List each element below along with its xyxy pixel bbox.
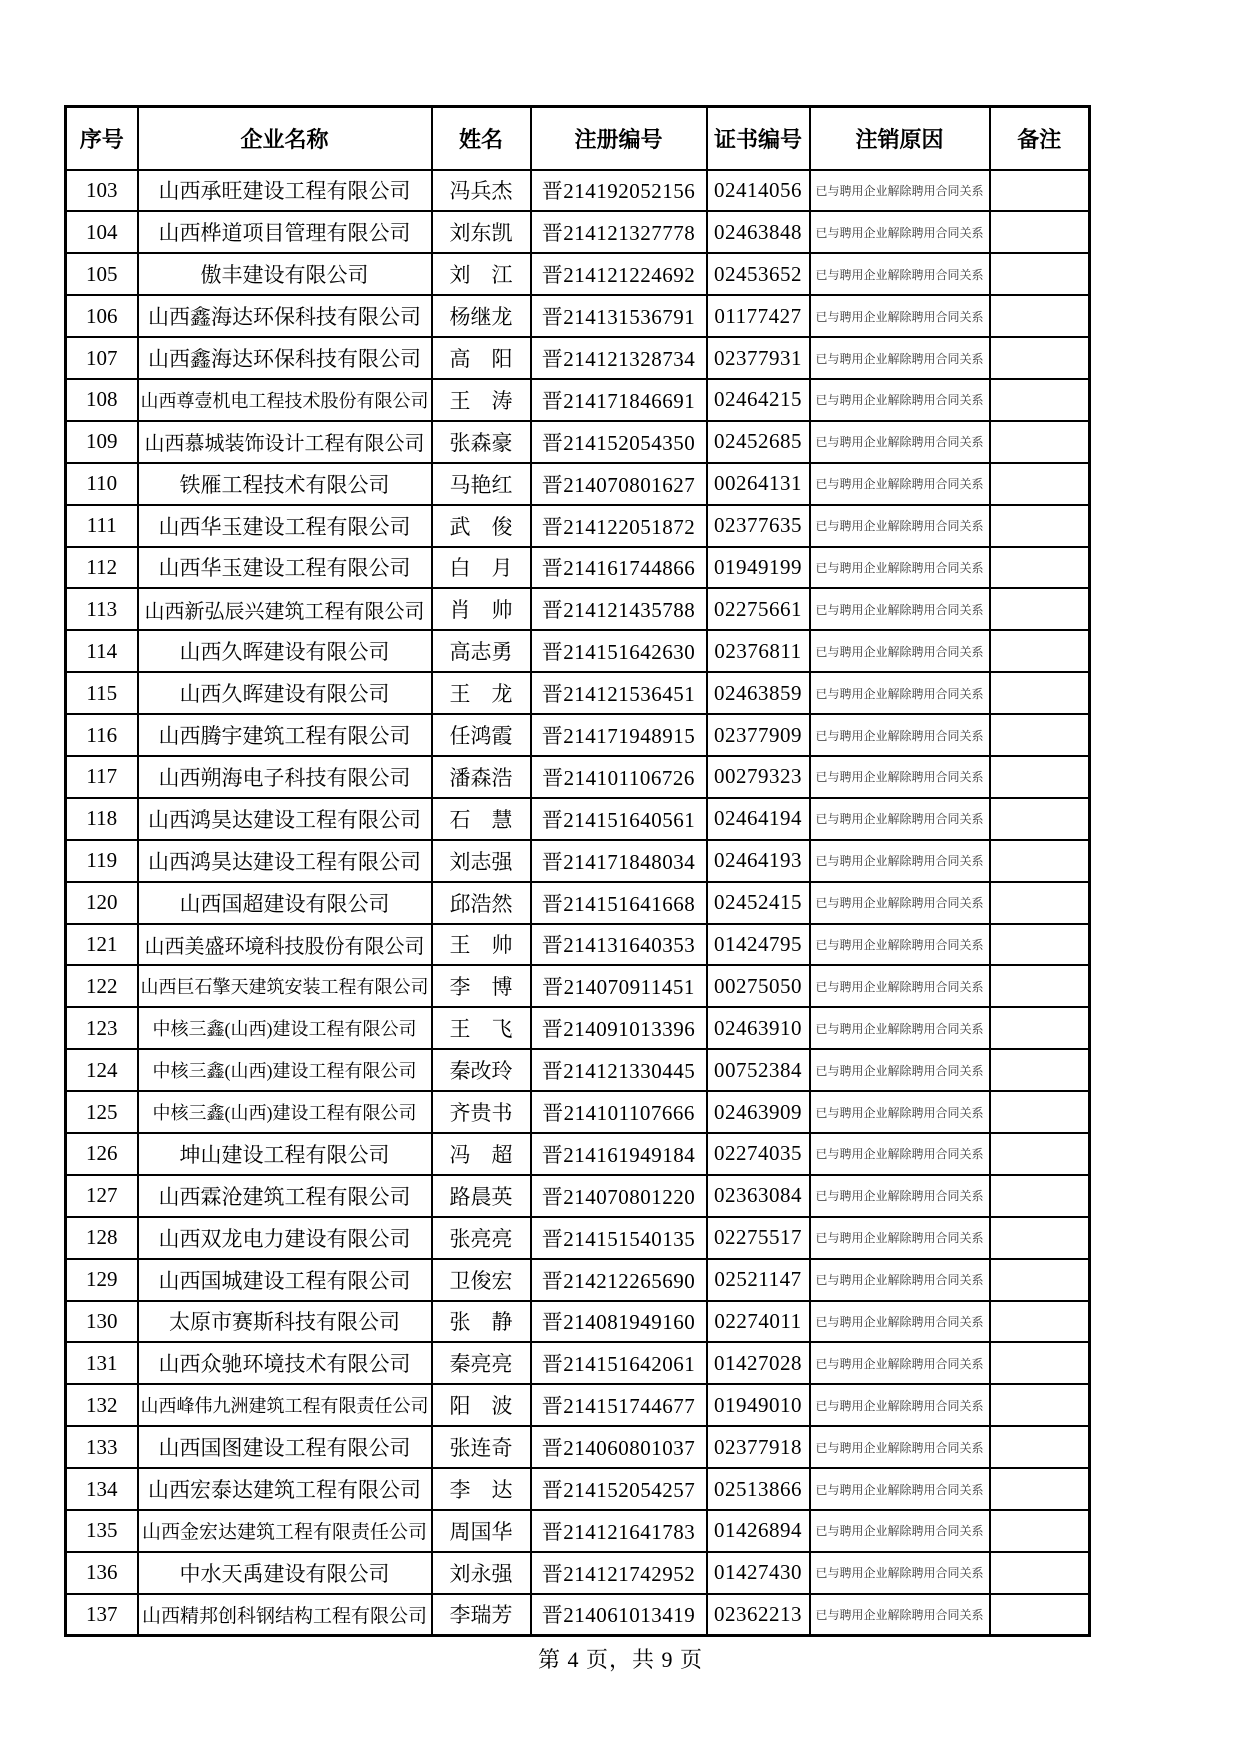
- cell-person-name: 潘森浩: [432, 756, 531, 798]
- cell-remark: [990, 1175, 1090, 1217]
- cell-serial-number: 129: [66, 1259, 138, 1301]
- cell-person-name: 任鸿霞: [432, 714, 531, 756]
- cell-person-name: 阳 波: [432, 1384, 531, 1426]
- table-row: [66, 295, 1090, 337]
- cell-registration-number: 晋214151642630: [531, 630, 707, 672]
- cell-company-name: 山西新弘辰兴建筑工程有限公司: [138, 588, 432, 630]
- cell-serial-number: 128: [66, 1217, 138, 1259]
- cell-remark: [990, 630, 1090, 672]
- cell-serial-number: 105: [66, 253, 138, 295]
- cell-serial-number: 120: [66, 882, 138, 924]
- cell-serial-number: 124: [66, 1049, 138, 1091]
- cell-company-name: 山西峰伟九洲建筑工程有限责任公司: [138, 1384, 432, 1426]
- cell-certificate-number: 01424795: [707, 924, 810, 966]
- cell-remark: [990, 295, 1090, 337]
- cell-certificate-number: 02363084: [707, 1175, 810, 1217]
- cell-person-name: 李瑞芳: [432, 1594, 531, 1636]
- cell-certificate-number: 02275517: [707, 1217, 810, 1259]
- cell-serial-number: 135: [66, 1510, 138, 1552]
- cell-remark: [990, 421, 1090, 463]
- cell-person-name: 张森豪: [432, 421, 531, 463]
- cell-person-name: 高 阳: [432, 337, 531, 379]
- cell-cancellation-reason: 已与聘用企业解除聘用合同关系: [810, 924, 990, 966]
- cell-registration-number: 晋214121328734: [531, 337, 707, 379]
- cell-person-name: 刘 江: [432, 253, 531, 295]
- table-row: [66, 1049, 1090, 1091]
- cell-remark: [990, 798, 1090, 840]
- cell-person-name: 张亮亮: [432, 1217, 531, 1259]
- cell-registration-number: 晋214070801220: [531, 1175, 707, 1217]
- cell-cancellation-reason: 已与聘用企业解除聘用合同关系: [810, 379, 990, 421]
- cell-cancellation-reason: 已与聘用企业解除聘用合同关系: [810, 1217, 990, 1259]
- cell-serial-number: 130: [66, 1301, 138, 1343]
- cell-certificate-number: 02521147: [707, 1259, 810, 1301]
- table-row: [66, 337, 1090, 379]
- cell-remark: [990, 505, 1090, 547]
- cell-certificate-number: 00279323: [707, 756, 810, 798]
- table-row: [66, 379, 1090, 421]
- cell-person-name: 肖 帅: [432, 588, 531, 630]
- cell-company-name: 山西国超建设有限公司: [138, 882, 432, 924]
- cell-remark: [990, 463, 1090, 505]
- cell-remark: [990, 1217, 1090, 1259]
- cell-remark: [990, 1552, 1090, 1594]
- cell-serial-number: 137: [66, 1594, 138, 1636]
- cell-company-name: 中核三鑫(山西)建设工程有限公司: [138, 1049, 432, 1091]
- cell-person-name: 邱浩然: [432, 882, 531, 924]
- cell-cancellation-reason: 已与聘用企业解除聘用合同关系: [810, 1426, 990, 1468]
- cell-person-name: 白 月: [432, 547, 531, 589]
- table-row: [66, 1133, 1090, 1175]
- cell-person-name: 张连奇: [432, 1426, 531, 1468]
- table-row: [66, 1175, 1090, 1217]
- cell-registration-number: 晋214121742952: [531, 1552, 707, 1594]
- cell-cancellation-reason: 已与聘用企业解除聘用合同关系: [810, 756, 990, 798]
- cell-registration-number: 晋214171848034: [531, 840, 707, 882]
- cell-company-name: 山西精邦创科钢结构工程有限公司: [138, 1594, 432, 1636]
- cell-remark: [990, 882, 1090, 924]
- cell-cancellation-reason: 已与聘用企业解除聘用合同关系: [810, 421, 990, 463]
- table-row: [66, 1426, 1090, 1468]
- table-row: [66, 965, 1090, 1007]
- cell-certificate-number: 02377909: [707, 714, 810, 756]
- cell-cancellation-reason: 已与聘用企业解除聘用合同关系: [810, 1594, 990, 1636]
- cell-registration-number: 晋214152054350: [531, 421, 707, 463]
- cell-company-name: 山西国城建设工程有限公司: [138, 1259, 432, 1301]
- cell-certificate-number: 02464194: [707, 798, 810, 840]
- cell-serial-number: 104: [66, 211, 138, 253]
- cell-cancellation-reason: 已与聘用企业解除聘用合同关系: [810, 463, 990, 505]
- cell-remark: [990, 170, 1090, 212]
- table-row: [66, 882, 1090, 924]
- table-row: [66, 1552, 1090, 1594]
- cell-certificate-number: 02463909: [707, 1091, 810, 1133]
- cell-person-name: 齐贵书: [432, 1091, 531, 1133]
- cell-company-name: 铁雁工程技术有限公司: [138, 463, 432, 505]
- table-row: [66, 253, 1090, 295]
- table-row: [66, 211, 1090, 253]
- cell-registration-number: 晋214152054257: [531, 1468, 707, 1510]
- cell-serial-number: 116: [66, 714, 138, 756]
- cell-cancellation-reason: 已与聘用企业解除聘用合同关系: [810, 1301, 990, 1343]
- cell-certificate-number: 02275661: [707, 588, 810, 630]
- cell-serial-number: 108: [66, 379, 138, 421]
- cell-company-name: 山西慕城装饰设计工程有限公司: [138, 421, 432, 463]
- cell-remark: [990, 1594, 1090, 1636]
- cell-company-name: 山西鑫海达环保科技有限公司: [138, 295, 432, 337]
- cell-certificate-number: 02452415: [707, 882, 810, 924]
- table-row: [66, 1007, 1090, 1049]
- table-header: [66, 107, 1090, 170]
- column-header-reg-no: 注册编号: [531, 107, 707, 170]
- cell-certificate-number: 02377931: [707, 337, 810, 379]
- cell-cancellation-reason: 已与聘用企业解除聘用合同关系: [810, 672, 990, 714]
- cell-cancellation-reason: 已与聘用企业解除聘用合同关系: [810, 1342, 990, 1384]
- cell-company-name: 山西桦道项目管理有限公司: [138, 211, 432, 253]
- cell-person-name: 秦亮亮: [432, 1342, 531, 1384]
- deregistration-table: [64, 105, 1091, 1637]
- cell-person-name: 王 龙: [432, 672, 531, 714]
- cell-certificate-number: 00275050: [707, 965, 810, 1007]
- cell-company-name: 中核三鑫(山西)建设工程有限公司: [138, 1007, 432, 1049]
- cell-remark: [990, 1301, 1090, 1343]
- cell-registration-number: 晋214121327778: [531, 211, 707, 253]
- table-row: [66, 1342, 1090, 1384]
- cell-registration-number: 晋214151641668: [531, 882, 707, 924]
- cell-certificate-number: 02464215: [707, 379, 810, 421]
- table-row: [66, 840, 1090, 882]
- cell-person-name: 王 帅: [432, 924, 531, 966]
- cell-cancellation-reason: 已与聘用企业解除聘用合同关系: [810, 588, 990, 630]
- cell-remark: [990, 1468, 1090, 1510]
- cell-remark: [990, 1510, 1090, 1552]
- cell-person-name: 石 慧: [432, 798, 531, 840]
- cell-company-name: 坤山建设工程有限公司: [138, 1133, 432, 1175]
- cell-serial-number: 126: [66, 1133, 138, 1175]
- cell-serial-number: 134: [66, 1468, 138, 1510]
- cell-registration-number: 晋214121641783: [531, 1510, 707, 1552]
- cell-registration-number: 晋214091013396: [531, 1007, 707, 1049]
- cell-company-name: 山西华玉建设工程有限公司: [138, 547, 432, 589]
- cell-cancellation-reason: 已与聘用企业解除聘用合同关系: [810, 1007, 990, 1049]
- cell-serial-number: 133: [66, 1426, 138, 1468]
- table-row: [66, 421, 1090, 463]
- cell-cancellation-reason: 已与聘用企业解除聘用合同关系: [810, 840, 990, 882]
- cell-cancellation-reason: 已与聘用企业解除聘用合同关系: [810, 630, 990, 672]
- table-row: [66, 1384, 1090, 1426]
- table-row: [66, 1468, 1090, 1510]
- cell-cancellation-reason: 已与聘用企业解除聘用合同关系: [810, 714, 990, 756]
- column-header-cert-no: 证书编号: [707, 107, 810, 170]
- cell-company-name: 山西久晖建设有限公司: [138, 630, 432, 672]
- cell-company-name: 山西双龙电力建设有限公司: [138, 1217, 432, 1259]
- cell-certificate-number: 02513866: [707, 1468, 810, 1510]
- table-body: [66, 170, 1090, 1636]
- cell-cancellation-reason: 已与聘用企业解除聘用合同关系: [810, 1133, 990, 1175]
- cell-remark: [990, 211, 1090, 253]
- cell-serial-number: 119: [66, 840, 138, 882]
- cell-registration-number: 晋214212265690: [531, 1259, 707, 1301]
- cell-serial-number: 110: [66, 463, 138, 505]
- table-row: [66, 170, 1090, 212]
- table-row: [66, 1510, 1090, 1552]
- cell-person-name: 张 静: [432, 1301, 531, 1343]
- cell-certificate-number: 00752384: [707, 1049, 810, 1091]
- cell-registration-number: 晋214131536791: [531, 295, 707, 337]
- cell-certificate-number: 01949010: [707, 1384, 810, 1426]
- cell-serial-number: 115: [66, 672, 138, 714]
- table-row: [66, 463, 1090, 505]
- cell-registration-number: 晋214192052156: [531, 170, 707, 212]
- cell-certificate-number: 02377918: [707, 1426, 810, 1468]
- cell-company-name: 山西久晖建设有限公司: [138, 672, 432, 714]
- cell-registration-number: 晋214101107666: [531, 1091, 707, 1133]
- cell-cancellation-reason: 已与聘用企业解除聘用合同关系: [810, 253, 990, 295]
- cell-serial-number: 103: [66, 170, 138, 212]
- table-row: [66, 756, 1090, 798]
- cell-company-name: 山西鸿昊达建设工程有限公司: [138, 840, 432, 882]
- cell-remark: [990, 840, 1090, 882]
- table-row: [66, 672, 1090, 714]
- cell-certificate-number: 01426894: [707, 1510, 810, 1552]
- cell-certificate-number: 02452685: [707, 421, 810, 463]
- cell-company-name: 中核三鑫(山西)建设工程有限公司: [138, 1091, 432, 1133]
- cell-company-name: 山西霖沧建筑工程有限公司: [138, 1175, 432, 1217]
- cell-cancellation-reason: 已与聘用企业解除聘用合同关系: [810, 1510, 990, 1552]
- cell-registration-number: 晋214081949160: [531, 1301, 707, 1343]
- cell-registration-number: 晋214171948915: [531, 714, 707, 756]
- cell-company-name: 山西宏泰达建筑工程有限公司: [138, 1468, 432, 1510]
- cell-company-name: 山西众驰环境技术有限公司: [138, 1342, 432, 1384]
- cell-person-name: 王 飞: [432, 1007, 531, 1049]
- cell-company-name: 山西腾宇建筑工程有限公司: [138, 714, 432, 756]
- cell-company-name: 山西承旺建设工程有限公司: [138, 170, 432, 212]
- cell-certificate-number: 02453652: [707, 253, 810, 295]
- cell-remark: [990, 714, 1090, 756]
- table-row: [66, 1301, 1090, 1343]
- cell-company-name: 太原市赛斯科技有限公司: [138, 1301, 432, 1343]
- cell-serial-number: 118: [66, 798, 138, 840]
- cell-certificate-number: 02463848: [707, 211, 810, 253]
- cell-remark: [990, 547, 1090, 589]
- cell-serial-number: 123: [66, 1007, 138, 1049]
- cell-person-name: 王 涛: [432, 379, 531, 421]
- table-row: [66, 588, 1090, 630]
- table-row: [66, 714, 1090, 756]
- cell-serial-number: 121: [66, 924, 138, 966]
- cell-serial-number: 114: [66, 630, 138, 672]
- column-header-name: 姓名: [432, 107, 531, 170]
- cell-registration-number: 晋214131640353: [531, 924, 707, 966]
- cell-cancellation-reason: 已与聘用企业解除聘用合同关系: [810, 547, 990, 589]
- cell-certificate-number: 02463910: [707, 1007, 810, 1049]
- cell-registration-number: 晋214070801627: [531, 463, 707, 505]
- cell-registration-number: 晋214121224692: [531, 253, 707, 295]
- cell-certificate-number: 02464193: [707, 840, 810, 882]
- cell-remark: [990, 337, 1090, 379]
- cell-certificate-number: 02414056: [707, 170, 810, 212]
- cell-registration-number: 晋214121435788: [531, 588, 707, 630]
- cell-certificate-number: 02463859: [707, 672, 810, 714]
- cell-certificate-number: 02362213: [707, 1594, 810, 1636]
- cell-certificate-number: 01949199: [707, 547, 810, 589]
- cell-cancellation-reason: 已与聘用企业解除聘用合同关系: [810, 337, 990, 379]
- cell-registration-number: 晋214060801037: [531, 1426, 707, 1468]
- cell-registration-number: 晋214122051872: [531, 505, 707, 547]
- cell-remark: [990, 1259, 1090, 1301]
- column-header-serial: 序号: [66, 107, 138, 170]
- cell-remark: [990, 588, 1090, 630]
- cell-person-name: 武 俊: [432, 505, 531, 547]
- cell-serial-number: 109: [66, 421, 138, 463]
- table-row: [66, 1091, 1090, 1133]
- cell-remark: [990, 924, 1090, 966]
- cell-remark: [990, 1384, 1090, 1426]
- cell-person-name: 周国华: [432, 1510, 531, 1552]
- cell-person-name: 马艳红: [432, 463, 531, 505]
- cell-company-name: 山西金宏达建筑工程有限责任公司: [138, 1510, 432, 1552]
- cell-person-name: 刘东凯: [432, 211, 531, 253]
- cell-person-name: 刘永强: [432, 1552, 531, 1594]
- cell-person-name: 李 博: [432, 965, 531, 1007]
- table-row: [66, 1594, 1090, 1636]
- cell-company-name: 山西巨石擎天建筑安装工程有限公司: [138, 965, 432, 1007]
- cell-person-name: 路晨英: [432, 1175, 531, 1217]
- table-row: [66, 505, 1090, 547]
- cell-cancellation-reason: 已与聘用企业解除聘用合同关系: [810, 882, 990, 924]
- cell-company-name: 山西国图建设工程有限公司: [138, 1426, 432, 1468]
- table-row: [66, 1217, 1090, 1259]
- cell-certificate-number: 00264131: [707, 463, 810, 505]
- cell-registration-number: 晋214121536451: [531, 672, 707, 714]
- cell-remark: [990, 672, 1090, 714]
- cell-registration-number: 晋214161744866: [531, 547, 707, 589]
- cell-registration-number: 晋214171846691: [531, 379, 707, 421]
- cell-registration-number: 晋214151640561: [531, 798, 707, 840]
- cell-registration-number: 晋214161949184: [531, 1133, 707, 1175]
- cell-cancellation-reason: 已与聘用企业解除聘用合同关系: [810, 798, 990, 840]
- cell-cancellation-reason: 已与聘用企业解除聘用合同关系: [810, 211, 990, 253]
- table-row: [66, 798, 1090, 840]
- cell-person-name: 冯 超: [432, 1133, 531, 1175]
- table-row: [66, 547, 1090, 589]
- cell-certificate-number: 02377635: [707, 505, 810, 547]
- cell-company-name: 山西鑫海达环保科技有限公司: [138, 337, 432, 379]
- cell-person-name: 冯兵杰: [432, 170, 531, 212]
- cell-serial-number: 117: [66, 756, 138, 798]
- cell-serial-number: 106: [66, 295, 138, 337]
- table-header-row: [66, 107, 1090, 170]
- table-row: [66, 924, 1090, 966]
- table-row: [66, 630, 1090, 672]
- cell-cancellation-reason: 已与聘用企业解除聘用合同关系: [810, 1175, 990, 1217]
- page-number-footer: 第 4 页，共 9 页: [537, 1647, 703, 1672]
- cell-remark: [990, 1091, 1090, 1133]
- cell-cancellation-reason: 已与聘用企业解除聘用合同关系: [810, 295, 990, 337]
- cell-registration-number: 晋214061013419: [531, 1594, 707, 1636]
- cell-company-name: 山西华玉建设工程有限公司: [138, 505, 432, 547]
- cell-remark: [990, 1426, 1090, 1468]
- cell-cancellation-reason: 已与聘用企业解除聘用合同关系: [810, 1091, 990, 1133]
- cell-company-name: 山西朔海电子科技有限公司: [138, 756, 432, 798]
- cell-certificate-number: 01177427: [707, 295, 810, 337]
- cell-registration-number: 晋214070911451: [531, 965, 707, 1007]
- cell-remark: [990, 965, 1090, 1007]
- cell-serial-number: 127: [66, 1175, 138, 1217]
- cell-remark: [990, 1342, 1090, 1384]
- cell-company-name: 山西尊壹机电工程技术股份有限公司: [138, 379, 432, 421]
- column-header-reason: 注销原因: [810, 107, 990, 170]
- cell-serial-number: 131: [66, 1342, 138, 1384]
- cell-person-name: 秦改玲: [432, 1049, 531, 1091]
- cell-cancellation-reason: 已与聘用企业解除聘用合同关系: [810, 1259, 990, 1301]
- cell-cancellation-reason: 已与聘用企业解除聘用合同关系: [810, 965, 990, 1007]
- cell-registration-number: 晋214151744677: [531, 1384, 707, 1426]
- cell-person-name: 卫俊宏: [432, 1259, 531, 1301]
- cell-certificate-number: 02274035: [707, 1133, 810, 1175]
- cell-serial-number: 107: [66, 337, 138, 379]
- cell-cancellation-reason: 已与聘用企业解除聘用合同关系: [810, 170, 990, 212]
- cell-serial-number: 113: [66, 588, 138, 630]
- cell-cancellation-reason: 已与聘用企业解除聘用合同关系: [810, 1552, 990, 1594]
- column-header-company: 企业名称: [138, 107, 432, 170]
- cell-person-name: 刘志强: [432, 840, 531, 882]
- cell-cancellation-reason: 已与聘用企业解除聘用合同关系: [810, 1384, 990, 1426]
- cell-remark: [990, 1133, 1090, 1175]
- cell-cancellation-reason: 已与聘用企业解除聘用合同关系: [810, 505, 990, 547]
- cell-company-name: 中水天禹建设有限公司: [138, 1552, 432, 1594]
- cell-remark: [990, 1049, 1090, 1091]
- cell-person-name: 杨继龙: [432, 295, 531, 337]
- cell-remark: [990, 379, 1090, 421]
- cell-registration-number: 晋214151642061: [531, 1342, 707, 1384]
- cell-person-name: 李 达: [432, 1468, 531, 1510]
- cell-certificate-number: 01427028: [707, 1342, 810, 1384]
- cell-company-name: 傲丰建设有限公司: [138, 253, 432, 295]
- cell-certificate-number: 02274011: [707, 1301, 810, 1343]
- cell-company-name: 山西美盛环境科技股份有限公司: [138, 924, 432, 966]
- cell-remark: [990, 253, 1090, 295]
- column-header-remark: 备注: [990, 107, 1090, 170]
- cell-remark: [990, 756, 1090, 798]
- cell-certificate-number: 01427430: [707, 1552, 810, 1594]
- cell-serial-number: 125: [66, 1091, 138, 1133]
- cell-registration-number: 晋214151540135: [531, 1217, 707, 1259]
- cell-cancellation-reason: 已与聘用企业解除聘用合同关系: [810, 1049, 990, 1091]
- cell-cancellation-reason: 已与聘用企业解除聘用合同关系: [810, 1468, 990, 1510]
- cell-serial-number: 132: [66, 1384, 138, 1426]
- cell-registration-number: 晋214121330445: [531, 1049, 707, 1091]
- cell-serial-number: 112: [66, 547, 138, 589]
- cell-serial-number: 136: [66, 1552, 138, 1594]
- cell-registration-number: 晋214101106726: [531, 756, 707, 798]
- cell-person-name: 高志勇: [432, 630, 531, 672]
- cell-remark: [990, 1007, 1090, 1049]
- cell-serial-number: 111: [66, 505, 138, 547]
- cell-serial-number: 122: [66, 965, 138, 1007]
- cell-certificate-number: 02376811: [707, 630, 810, 672]
- cell-company-name: 山西鸿昊达建设工程有限公司: [138, 798, 432, 840]
- table-row: [66, 1259, 1090, 1301]
